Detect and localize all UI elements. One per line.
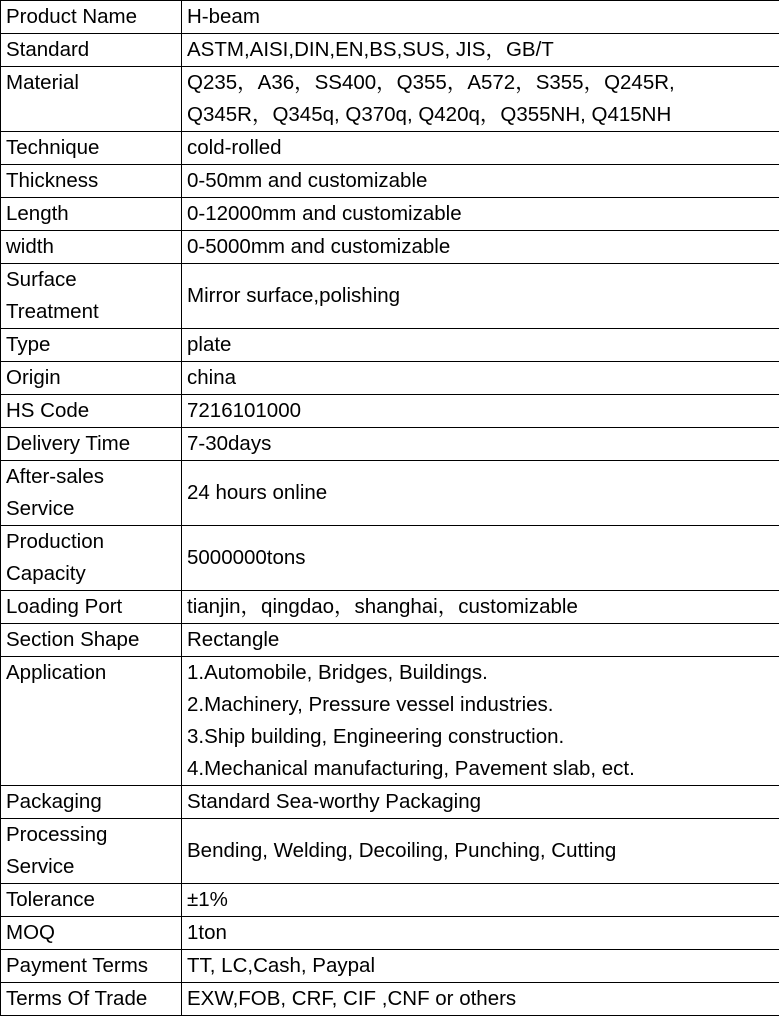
row-label: Delivery Time — [1, 428, 182, 461]
row-label — [1, 264, 182, 329]
value-line: 0-5000mm and customizable — [187, 235, 451, 258]
spec-row-tolerance — [1, 884, 779, 917]
row-label: Length — [1, 198, 182, 231]
label-line: Treatment — [6, 300, 99, 323]
value-line: Mirror surface,polishing — [187, 284, 401, 307]
value-line: 3.Ship building, Engineering construction. — [187, 725, 565, 748]
row-value — [182, 950, 779, 983]
value-line: 7216101000 — [187, 399, 302, 422]
spec-row-packaging — [1, 786, 779, 819]
row-label: MOQ — [1, 917, 182, 950]
row-label: Terms Of Trade — [1, 983, 182, 1016]
row-value — [182, 132, 779, 165]
row-value — [182, 884, 779, 917]
value-line: Rectangle — [187, 628, 280, 651]
value-line: EXW,FOB, CRF, CIF ,CNF or others — [187, 987, 517, 1010]
row-label — [1, 461, 182, 526]
row-value — [182, 329, 779, 362]
row-value — [182, 231, 779, 264]
row-value — [182, 198, 779, 231]
label-line: Processing — [6, 823, 108, 846]
row-value — [182, 461, 779, 526]
row-label: Thickness — [1, 165, 182, 198]
value-line: TT, LC,Cash, Paypal — [187, 954, 375, 977]
value-line: tianjin，qingdao，shanghai，customizable — [187, 595, 578, 618]
row-value — [182, 591, 779, 624]
row-label — [1, 819, 182, 884]
value-line: 24 hours online — [187, 481, 328, 504]
spec-row-section-shape — [1, 624, 779, 657]
spec-row-width — [1, 231, 779, 264]
spec-row-origin — [1, 362, 779, 395]
spec-row-standard — [1, 34, 779, 67]
spec-row-processing-service — [1, 819, 779, 884]
label-line: Service — [6, 497, 75, 520]
row-label: width — [1, 231, 182, 264]
row-label: Loading Port — [1, 591, 182, 624]
row-label: Tolerance — [1, 884, 182, 917]
value-line: 2.Machinery, Pressure vessel industries. — [187, 693, 554, 716]
value-line: plate — [187, 333, 232, 356]
row-label: Product Name — [1, 1, 182, 34]
spec-row-length — [1, 198, 779, 231]
spec-row-technique — [1, 132, 779, 165]
spec-row-loading-port — [1, 591, 779, 624]
row-label: Material — [1, 67, 182, 132]
value-line: ASTM,AISI,DIN,EN,BS,SUS, JIS，GB/T — [187, 38, 554, 61]
row-value — [182, 786, 779, 819]
row-value — [182, 917, 779, 950]
row-label: Application — [1, 657, 182, 786]
value-line: H-beam — [187, 5, 260, 28]
spec-row-delivery-time — [1, 428, 779, 461]
label-line: Service — [6, 855, 75, 878]
value-line: 7-30days — [187, 432, 272, 455]
row-value — [182, 34, 779, 67]
row-value — [182, 395, 779, 428]
row-label: Technique — [1, 132, 182, 165]
row-label: Origin — [1, 362, 182, 395]
spec-row-thickness — [1, 165, 779, 198]
label-line: After-sales — [6, 465, 104, 488]
row-value — [182, 657, 779, 786]
row-label: Payment Terms — [1, 950, 182, 983]
row-label: Type — [1, 329, 182, 362]
row-value — [182, 624, 779, 657]
value-line: Q235，A36，SS400，Q355，A572，S355，Q245R, — [187, 71, 675, 94]
row-label: HS Code — [1, 395, 182, 428]
row-value — [182, 819, 779, 884]
row-label: Section Shape — [1, 624, 182, 657]
spec-row-terms-of-trade — [1, 983, 779, 1016]
row-value — [182, 526, 779, 591]
spec-row-surface-treatment — [1, 264, 779, 329]
spec-row-payment-terms — [1, 950, 779, 983]
spec-row-after-sales-service — [1, 461, 779, 526]
row-value — [182, 362, 779, 395]
value-line: Standard Sea-worthy Packaging — [187, 790, 482, 813]
row-value — [182, 1, 779, 34]
value-line: ±1% — [187, 888, 228, 911]
value-line: 1ton — [187, 921, 227, 944]
value-line: 1.Automobile, Bridges, Buildings. — [187, 661, 488, 684]
row-value — [182, 264, 779, 329]
spec-row-application — [1, 657, 779, 786]
row-label — [1, 526, 182, 591]
row-label: Standard — [1, 34, 182, 67]
spec-row-product-name — [1, 1, 779, 34]
value-line: 0-50mm and customizable — [187, 169, 428, 192]
row-value — [182, 428, 779, 461]
spec-row-hs-code — [1, 395, 779, 428]
row-value — [182, 67, 779, 132]
value-line: cold-rolled — [187, 136, 282, 159]
row-value — [182, 983, 779, 1016]
label-line: Production — [6, 530, 105, 553]
row-value — [182, 165, 779, 198]
label-line: Surface — [6, 268, 77, 291]
spec-row-production-capacity — [1, 526, 779, 591]
row-label: Packaging — [1, 786, 182, 819]
spec-row-moq — [1, 917, 779, 950]
spec-row-material — [1, 67, 779, 132]
value-line: 5000000tons — [187, 546, 306, 569]
label-line: Capacity — [6, 562, 86, 585]
value-line: 0-12000mm and customizable — [187, 202, 462, 225]
value-line: 4.Mechanical manufacturing, Pavement slab, ect. — [187, 757, 635, 780]
value-line: china — [187, 366, 237, 389]
spec-row-type — [1, 329, 779, 362]
value-line: Q345R，Q345q, Q370q, Q420q，Q355NH, Q415NH — [187, 103, 672, 126]
value-line: Bending, Welding, Decoiling, Punching, Cutting — [187, 839, 617, 862]
